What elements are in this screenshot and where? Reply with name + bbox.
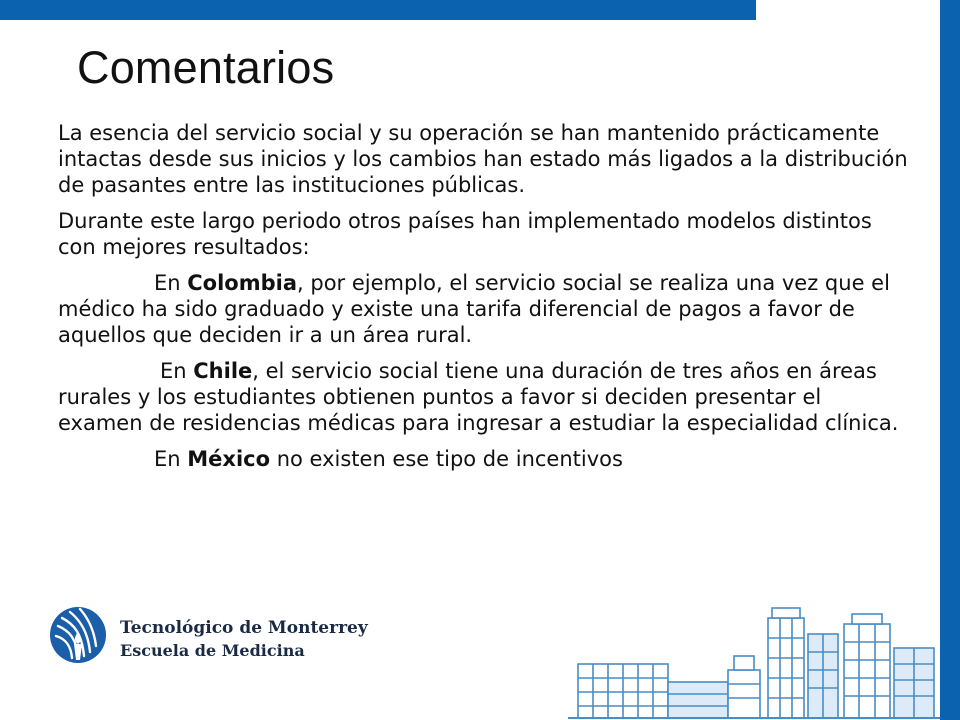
country-mexico: México xyxy=(187,447,271,471)
paragraph-chile-text: , el servicio social tiene una duración de tres años en áreas rurales y los estudiantes obtienen puntos a favor si deciden presentar el examen de residencias médicas para ingresar a estudiar la especialidad clínica. xyxy=(58,359,899,435)
paragraph-mexico xyxy=(58,446,908,472)
paragraph-mexico-text: no existen ese tipo de incentivos xyxy=(270,447,623,471)
slide-body xyxy=(58,120,908,482)
institution-name: Tecnológico de Monterrey xyxy=(120,618,368,638)
country-colombia: Colombia xyxy=(187,271,298,295)
paragraph-2: Durante este largo periodo otros países han implementado modelos distintos con mejores resultados: xyxy=(58,209,872,259)
paragraph-1: La esencia del servicio social y su operación se han mantenido prácticamente intactas desde sus inicios y los cambios han estado más ligados a la distribución de pasantes entre las instituciones públicas. xyxy=(58,121,908,197)
slide-title: Comentarios xyxy=(77,42,335,93)
paragraph-mexico-prefix: En xyxy=(154,447,188,471)
torch-globe-logo-icon xyxy=(48,604,108,666)
paragraph-chile xyxy=(58,358,908,436)
paragraph-colombia-text: , por ejemplo, el servicio social se realiza una vez que el médico ha sido graduado y existe una tarifa diferencial de pagos a favor de aquellos que deciden ir a un área rural. xyxy=(58,271,890,347)
institution-logo xyxy=(48,604,388,670)
country-chile: Chile xyxy=(193,359,253,383)
paragraph-colombia-prefix: En xyxy=(154,271,188,295)
campus-buildings-illustration xyxy=(568,598,940,720)
right-accent-bar xyxy=(940,0,960,720)
paragraph-chile-prefix: En xyxy=(160,359,194,383)
school-name: Escuela de Medicina xyxy=(120,641,305,660)
top-accent-bar xyxy=(0,0,756,20)
paragraph-colombia xyxy=(58,270,908,348)
